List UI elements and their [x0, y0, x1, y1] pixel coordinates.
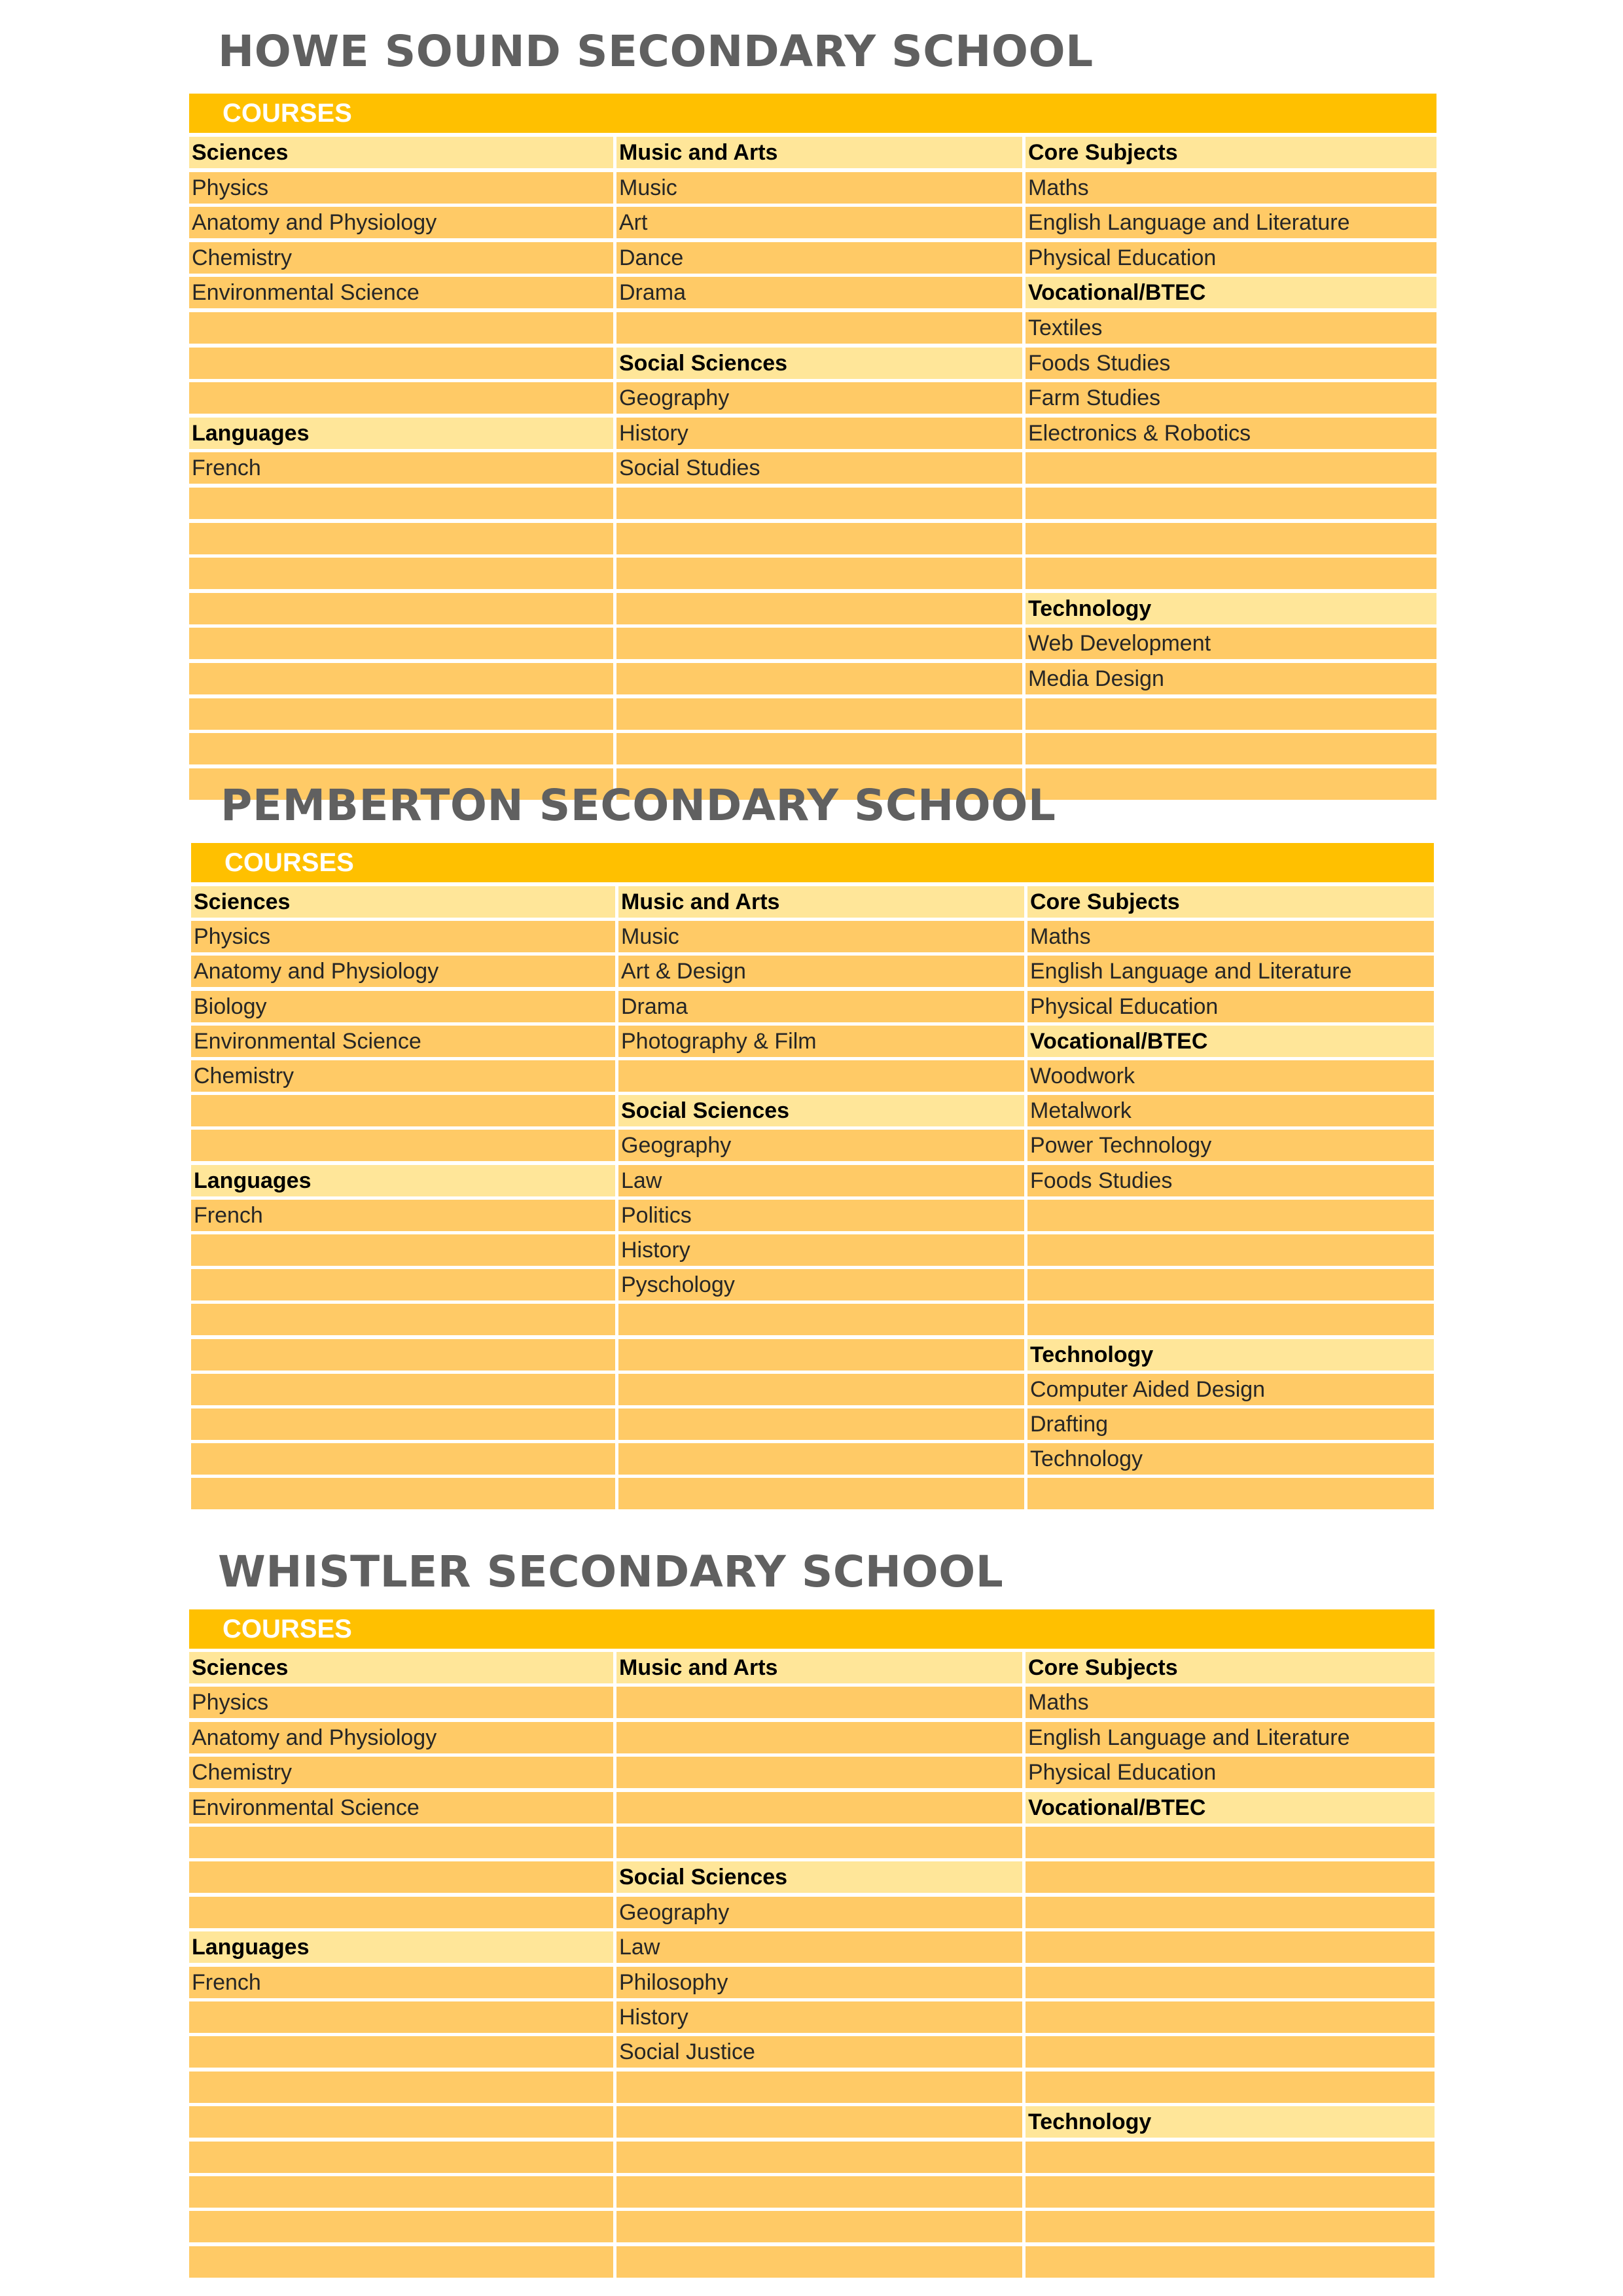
table-row: [189, 523, 1436, 554]
course-cell: Geography: [616, 1897, 1022, 1928]
table-row: [189, 1897, 1435, 1928]
empty-cell: [189, 1827, 613, 1858]
category-header-cell: Sciences: [189, 137, 613, 168]
empty-cell: [616, 523, 1022, 554]
course-cell: Music: [618, 921, 1024, 952]
course-cell: Physics: [189, 172, 613, 204]
course-cell: Technology: [1027, 1443, 1434, 1475]
course-cell: English Language and Literature: [1026, 207, 1436, 238]
empty-cell: [1027, 1200, 1434, 1231]
table-row: [191, 1408, 1434, 1440]
empty-cell: [618, 1374, 1024, 1405]
courses-table: [191, 843, 1434, 1510]
empty-cell: [1027, 1304, 1434, 1335]
course-cell: Biology: [191, 991, 615, 1022]
empty-cell: [189, 663, 613, 694]
table-row: [189, 2211, 1435, 2242]
course-cell: Geography: [616, 382, 1022, 414]
table-row: [189, 1967, 1435, 1998]
table-row: [189, 733, 1436, 764]
course-cell: Anatomy and Physiology: [189, 207, 613, 238]
empty-cell: [1026, 2142, 1435, 2173]
table-row: [189, 698, 1436, 730]
table-row: [189, 1931, 1435, 1963]
empty-cell: [616, 1827, 1022, 1858]
empty-cell: [616, 733, 1022, 764]
category-header-cell: Languages: [189, 1931, 613, 1963]
table-row: [189, 1827, 1435, 1858]
empty-cell: [616, 2211, 1022, 2242]
empty-cell: [1026, 1861, 1435, 1893]
empty-cell: [618, 1304, 1024, 1335]
course-cell: Maths: [1026, 1687, 1435, 1718]
empty-cell: [189, 348, 613, 379]
table-row: [191, 1443, 1434, 1475]
empty-cell: [191, 1234, 615, 1266]
category-header-cell: Technology: [1027, 1339, 1434, 1371]
empty-cell: [616, 663, 1022, 694]
course-cell: Environmental Science: [189, 1792, 613, 1823]
course-cell: French: [191, 1200, 615, 1231]
table-row: [189, 2176, 1435, 2208]
course-cell: Politics: [618, 1200, 1024, 1231]
empty-cell: [616, 2072, 1022, 2103]
course-cell: Metalwork: [1027, 1095, 1434, 1126]
course-cell: Philosophy: [616, 1967, 1022, 1998]
course-cell: Music: [616, 172, 1022, 204]
empty-cell: [191, 1443, 615, 1475]
courses-header-bar: COURSES: [189, 1609, 1435, 1649]
table-row: [189, 1687, 1435, 1718]
table-row: [191, 1060, 1434, 1092]
category-header-cell: Music and Arts: [618, 886, 1024, 918]
empty-cell: [616, 2176, 1022, 2208]
table-row: [189, 2001, 1435, 2033]
table-row: [191, 1234, 1434, 1266]
course-cell: Chemistry: [191, 1060, 615, 1092]
empty-cell: [191, 1304, 615, 1335]
courses-header-bar: COURSES: [189, 94, 1436, 133]
empty-cell: [191, 1269, 615, 1300]
table-row: [189, 1792, 1435, 1823]
course-cell: French: [189, 452, 613, 484]
empty-cell: [1026, 2211, 1435, 2242]
empty-cell: [189, 2001, 613, 2033]
table-row: [189, 312, 1436, 344]
table-row: [191, 1478, 1434, 1509]
table-row: [191, 921, 1434, 952]
course-cell: English Language and Literature: [1026, 1722, 1435, 1753]
course-cell: History: [616, 2001, 1022, 2033]
table-row: [191, 1165, 1434, 1196]
empty-cell: [189, 1861, 613, 1893]
table-row: [189, 2106, 1435, 2138]
empty-cell: [618, 1339, 1024, 1371]
empty-cell: [189, 698, 613, 730]
empty-cell: [616, 488, 1022, 519]
empty-cell: [191, 1339, 615, 1371]
course-cell: History: [616, 418, 1022, 449]
table-row: [191, 886, 1434, 918]
empty-cell: [616, 2246, 1022, 2278]
empty-cell: [191, 1095, 615, 1126]
course-cell: Photography & Film: [618, 1026, 1024, 1057]
course-cell: English Language and Literature: [1027, 956, 1434, 987]
category-header-cell: Technology: [1026, 593, 1436, 624]
table-row: [191, 1269, 1434, 1300]
empty-cell: [618, 1060, 1024, 1092]
courses-table: [189, 94, 1436, 750]
course-cell: Chemistry: [189, 242, 613, 274]
table-row: [189, 2246, 1435, 2278]
empty-cell: [189, 2106, 613, 2138]
empty-cell: [191, 1478, 615, 1509]
table-row: [189, 1861, 1435, 1893]
empty-cell: [189, 628, 613, 659]
empty-cell: [191, 1374, 615, 1405]
course-cell: Physical Education: [1026, 1757, 1435, 1788]
table-row: [189, 137, 1436, 168]
course-cell: Social Studies: [616, 452, 1022, 484]
empty-cell: [189, 2246, 613, 2278]
table-row: [191, 991, 1434, 1022]
category-header-cell: Social Sciences: [616, 348, 1022, 379]
empty-cell: [1026, 488, 1436, 519]
course-cell: Foods Studies: [1026, 348, 1436, 379]
category-header-cell: Languages: [189, 418, 613, 449]
category-header-cell: Music and Arts: [616, 1652, 1022, 1683]
table-row: [191, 1374, 1434, 1405]
empty-cell: [191, 1408, 615, 1440]
course-cell: Chemistry: [189, 1757, 613, 1788]
empty-cell: [1026, 1897, 1435, 1928]
category-header-cell: Vocational/BTEC: [1026, 1792, 1435, 1823]
empty-cell: [616, 698, 1022, 730]
table-row: [189, 593, 1436, 624]
category-header-cell: Social Sciences: [618, 1095, 1024, 1126]
table-row: [189, 207, 1436, 238]
course-cell: Web Development: [1026, 628, 1436, 659]
table-row: [189, 2142, 1435, 2173]
empty-cell: [1026, 2001, 1435, 2033]
empty-cell: [189, 1897, 613, 1928]
course-cell: French: [189, 1967, 613, 1998]
table-row: [189, 382, 1436, 414]
course-cell: Environmental Science: [189, 277, 613, 308]
empty-cell: [189, 2142, 613, 2173]
table-row: [189, 1757, 1435, 1788]
table-row: [189, 1652, 1435, 1683]
table-row: [189, 488, 1436, 519]
empty-cell: [189, 523, 613, 554]
empty-cell: [616, 2142, 1022, 2173]
empty-cell: [1026, 2176, 1435, 2208]
course-cell: Physical Education: [1027, 991, 1434, 1022]
empty-cell: [1026, 2036, 1435, 2068]
empty-cell: [189, 733, 613, 764]
category-header-cell: Music and Arts: [616, 137, 1022, 168]
course-cell: Maths: [1026, 172, 1436, 204]
course-cell: Drama: [618, 991, 1024, 1022]
course-cell: History: [618, 1234, 1024, 1266]
empty-cell: [616, 593, 1022, 624]
course-cell: Textiles: [1026, 312, 1436, 344]
course-cell: Media Design: [1026, 663, 1436, 694]
empty-cell: [191, 1130, 615, 1161]
table-row: [191, 1339, 1434, 1371]
course-cell: Dance: [616, 242, 1022, 274]
empty-cell: [1026, 1967, 1435, 1998]
category-header-cell: Core Subjects: [1026, 1652, 1435, 1683]
course-cell: Drafting: [1027, 1408, 1434, 1440]
empty-cell: [616, 558, 1022, 589]
category-header-cell: Sciences: [189, 1652, 613, 1683]
course-cell: Physics: [191, 921, 615, 952]
course-cell: Power Technology: [1027, 1130, 1434, 1161]
table-row: [191, 1026, 1434, 1057]
empty-cell: [1026, 1931, 1435, 1963]
category-header-cell: Core Subjects: [1027, 886, 1434, 918]
course-cell: Foods Studies: [1027, 1165, 1434, 1196]
table-row: [189, 663, 1436, 694]
table-row: [189, 277, 1436, 308]
empty-cell: [189, 593, 613, 624]
school-title: WHISTLER SECONDARY SCHOOL: [218, 1547, 1004, 1597]
empty-cell: [189, 2211, 613, 2242]
empty-cell: [1026, 698, 1436, 730]
table-row: [189, 558, 1436, 589]
empty-cell: [189, 558, 613, 589]
table-row: [189, 242, 1436, 274]
course-cell: Pyschology: [618, 1269, 1024, 1300]
empty-cell: [618, 1478, 1024, 1509]
empty-cell: [1026, 558, 1436, 589]
course-cell: Farm Studies: [1026, 382, 1436, 414]
table-row: [191, 1200, 1434, 1231]
empty-cell: [1026, 733, 1436, 764]
table-row: [191, 1130, 1434, 1161]
table-row: [191, 956, 1434, 987]
table-row: [189, 418, 1436, 449]
table-row: [189, 348, 1436, 379]
empty-cell: [1026, 1827, 1435, 1858]
empty-cell: [1027, 1478, 1434, 1509]
courses-header-bar: COURSES: [191, 843, 1434, 882]
table-row: [191, 1095, 1434, 1126]
category-header-cell: Vocational/BTEC: [1026, 277, 1436, 308]
table-row: [189, 1722, 1435, 1753]
table-row: [191, 1304, 1434, 1335]
empty-cell: [189, 488, 613, 519]
course-cell: Law: [616, 1931, 1022, 1963]
table-row: [189, 628, 1436, 659]
course-cell: Geography: [618, 1130, 1024, 1161]
empty-cell: [616, 1757, 1022, 1788]
course-cell: Computer Aided Design: [1027, 1374, 1434, 1405]
courses-table: [189, 1609, 1435, 2278]
empty-cell: [189, 2072, 613, 2103]
course-cell: Physical Education: [1026, 242, 1436, 274]
empty-cell: [189, 312, 613, 344]
empty-cell: [189, 382, 613, 414]
course-cell: Electronics & Robotics: [1026, 418, 1436, 449]
empty-cell: [189, 2176, 613, 2208]
empty-cell: [616, 312, 1022, 344]
category-header-cell: Languages: [191, 1165, 615, 1196]
school-title: HOWE SOUND SECONDARY SCHOOL: [218, 26, 1094, 77]
category-header-cell: Social Sciences: [616, 1861, 1022, 1893]
school-title: PEMBERTON SECONDARY SCHOOL: [221, 780, 1056, 831]
category-header-cell: Sciences: [191, 886, 615, 918]
empty-cell: [1026, 452, 1436, 484]
empty-cell: [1026, 523, 1436, 554]
table-row: [189, 2072, 1435, 2103]
table-row: [189, 172, 1436, 204]
course-cell: Art & Design: [618, 956, 1024, 987]
category-header-cell: Technology: [1026, 2106, 1435, 2138]
course-cell: Anatomy and Physiology: [189, 1722, 613, 1753]
empty-cell: [616, 1687, 1022, 1718]
empty-cell: [616, 2106, 1022, 2138]
course-cell: Woodwork: [1027, 1060, 1434, 1092]
table-row: [189, 2036, 1435, 2068]
empty-cell: [189, 2036, 613, 2068]
course-cell: Art: [616, 207, 1022, 238]
empty-cell: [618, 1443, 1024, 1475]
course-cell: Maths: [1027, 921, 1434, 952]
course-cell: Drama: [616, 277, 1022, 308]
empty-cell: [616, 1722, 1022, 1753]
empty-cell: [616, 1792, 1022, 1823]
category-header-cell: Core Subjects: [1026, 137, 1436, 168]
empty-cell: [1026, 2246, 1435, 2278]
course-cell: Social Justice: [616, 2036, 1022, 2068]
empty-cell: [1027, 1234, 1434, 1266]
category-header-cell: Vocational/BTEC: [1027, 1026, 1434, 1057]
empty-cell: [1026, 768, 1436, 800]
course-cell: Physics: [189, 1687, 613, 1718]
course-cell: Environmental Science: [191, 1026, 615, 1057]
course-cell: Law: [618, 1165, 1024, 1196]
course-cell: Anatomy and Physiology: [191, 956, 615, 987]
empty-cell: [1026, 2072, 1435, 2103]
table-row: [189, 452, 1436, 484]
empty-cell: [616, 628, 1022, 659]
empty-cell: [1027, 1269, 1434, 1300]
empty-cell: [618, 1408, 1024, 1440]
